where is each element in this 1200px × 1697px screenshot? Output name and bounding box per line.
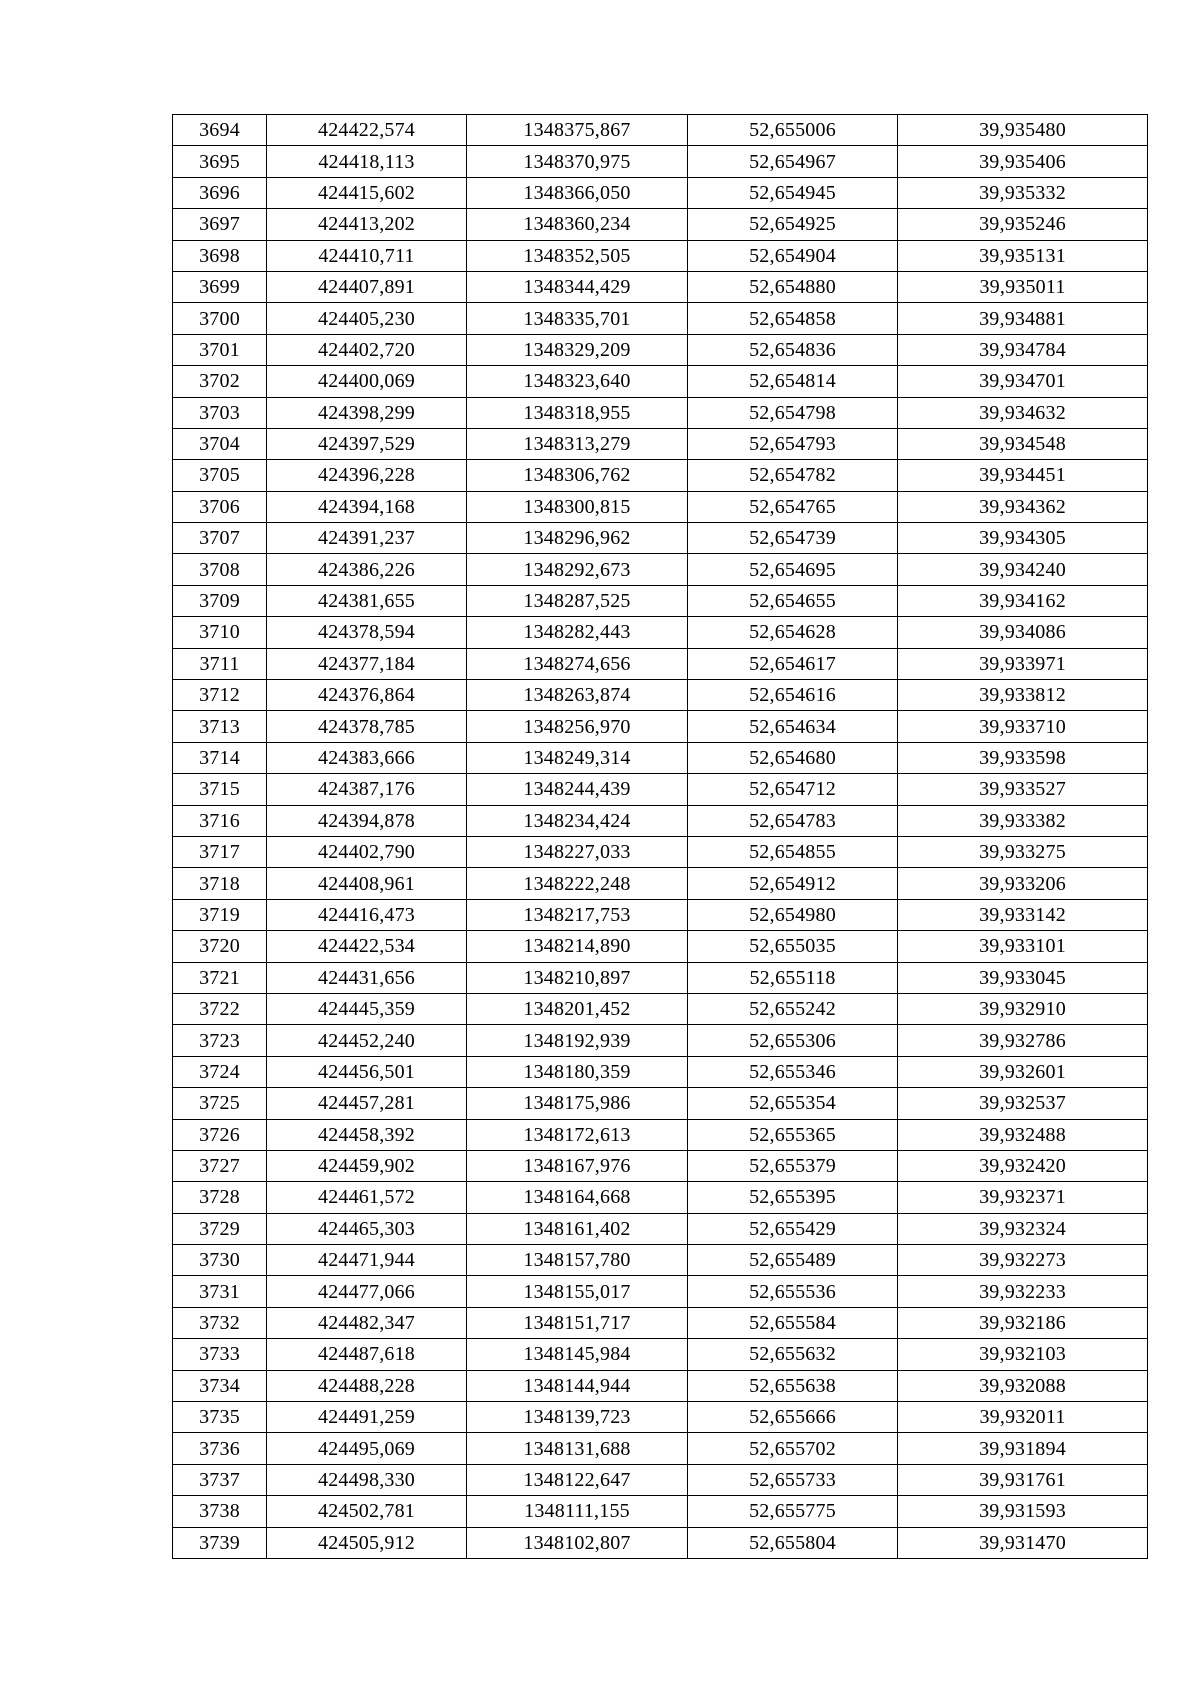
- longitude-cell: 39,933527: [898, 774, 1148, 805]
- point-number-cell: 3694: [173, 115, 267, 146]
- longitude-cell: 39,932233: [898, 1276, 1148, 1307]
- longitude-cell: 39,933206: [898, 868, 1148, 899]
- y-coordinate-cell: 1348161,402: [467, 1213, 688, 1244]
- point-number-cell: 3701: [173, 334, 267, 365]
- latitude-cell: 52,655118: [688, 962, 898, 993]
- latitude-cell: 52,654967: [688, 146, 898, 177]
- x-coordinate-cell: 424457,281: [267, 1088, 467, 1119]
- table-row: [173, 617, 1148, 648]
- y-coordinate-cell: 1348344,429: [467, 271, 688, 302]
- longitude-cell: 39,931593: [898, 1496, 1148, 1527]
- longitude-cell: 39,934305: [898, 523, 1148, 554]
- longitude-cell: 39,933382: [898, 805, 1148, 836]
- table-row: [173, 554, 1148, 585]
- point-number-cell: 3735: [173, 1402, 267, 1433]
- x-coordinate-cell: 424422,534: [267, 931, 467, 962]
- latitude-cell: 52,655632: [688, 1339, 898, 1370]
- longitude-cell: 39,932488: [898, 1119, 1148, 1150]
- point-number-cell: 3721: [173, 962, 267, 993]
- y-coordinate-cell: 1348296,962: [467, 523, 688, 554]
- latitude-cell: 52,655775: [688, 1496, 898, 1527]
- point-number-cell: 3719: [173, 899, 267, 930]
- x-coordinate-cell: 424413,202: [267, 209, 467, 240]
- y-coordinate-cell: 1348151,717: [467, 1307, 688, 1338]
- latitude-cell: 52,654858: [688, 303, 898, 334]
- x-coordinate-cell: 424495,069: [267, 1433, 467, 1464]
- table-row: [173, 271, 1148, 302]
- longitude-cell: 39,932371: [898, 1182, 1148, 1213]
- table-row: [173, 993, 1148, 1024]
- y-coordinate-cell: 1348366,050: [467, 177, 688, 208]
- longitude-cell: 39,932786: [898, 1025, 1148, 1056]
- longitude-cell: 39,933971: [898, 648, 1148, 679]
- x-coordinate-cell: 424405,230: [267, 303, 467, 334]
- latitude-cell: 52,655429: [688, 1213, 898, 1244]
- y-coordinate-cell: 1348175,986: [467, 1088, 688, 1119]
- latitude-cell: 52,654945: [688, 177, 898, 208]
- point-number-cell: 3715: [173, 774, 267, 805]
- table-row: [173, 1088, 1148, 1119]
- latitude-cell: 52,654836: [688, 334, 898, 365]
- latitude-cell: 52,655242: [688, 993, 898, 1024]
- y-coordinate-cell: 1348210,897: [467, 962, 688, 993]
- y-coordinate-cell: 1348214,890: [467, 931, 688, 962]
- table-row: [173, 711, 1148, 742]
- table-row: [173, 303, 1148, 334]
- longitude-cell: 39,932186: [898, 1307, 1148, 1338]
- latitude-cell: 52,654880: [688, 271, 898, 302]
- latitude-cell: 52,655365: [688, 1119, 898, 1150]
- x-coordinate-cell: 424502,781: [267, 1496, 467, 1527]
- table-row: [173, 1056, 1148, 1087]
- point-number-cell: 3729: [173, 1213, 267, 1244]
- table-row: [173, 1433, 1148, 1464]
- x-coordinate-cell: 424487,618: [267, 1339, 467, 1370]
- latitude-cell: 52,655006: [688, 115, 898, 146]
- point-number-cell: 3722: [173, 993, 267, 1024]
- x-coordinate-cell: 424408,961: [267, 868, 467, 899]
- table-row: [173, 742, 1148, 773]
- y-coordinate-cell: 1348292,673: [467, 554, 688, 585]
- table-row: [173, 774, 1148, 805]
- longitude-cell: 39,932103: [898, 1339, 1148, 1370]
- table-row: [173, 1213, 1148, 1244]
- y-coordinate-cell: 1348222,248: [467, 868, 688, 899]
- x-coordinate-cell: 424381,655: [267, 585, 467, 616]
- latitude-cell: 52,654616: [688, 680, 898, 711]
- x-coordinate-cell: 424461,572: [267, 1182, 467, 1213]
- x-coordinate-cell: 424377,184: [267, 648, 467, 679]
- x-coordinate-cell: 424402,720: [267, 334, 467, 365]
- longitude-cell: 39,932011: [898, 1402, 1148, 1433]
- y-coordinate-cell: 1348234,424: [467, 805, 688, 836]
- point-number-cell: 3710: [173, 617, 267, 648]
- table-row: [173, 428, 1148, 459]
- x-coordinate-cell: 424407,891: [267, 271, 467, 302]
- x-coordinate-cell: 424505,912: [267, 1527, 467, 1558]
- longitude-cell: 39,935246: [898, 209, 1148, 240]
- longitude-cell: 39,934362: [898, 491, 1148, 522]
- latitude-cell: 52,654783: [688, 805, 898, 836]
- latitude-cell: 52,655666: [688, 1402, 898, 1433]
- point-number-cell: 3706: [173, 491, 267, 522]
- y-coordinate-cell: 1348102,807: [467, 1527, 688, 1558]
- point-number-cell: 3727: [173, 1150, 267, 1181]
- x-coordinate-cell: 424378,785: [267, 711, 467, 742]
- x-coordinate-cell: 424376,864: [267, 680, 467, 711]
- longitude-cell: 39,934240: [898, 554, 1148, 585]
- longitude-cell: 39,935480: [898, 115, 1148, 146]
- y-coordinate-cell: 1348111,155: [467, 1496, 688, 1527]
- point-number-cell: 3733: [173, 1339, 267, 1370]
- y-coordinate-cell: 1348131,688: [467, 1433, 688, 1464]
- x-coordinate-cell: 424431,656: [267, 962, 467, 993]
- point-number-cell: 3730: [173, 1245, 267, 1276]
- x-coordinate-cell: 424482,347: [267, 1307, 467, 1338]
- y-coordinate-cell: 1348256,970: [467, 711, 688, 742]
- x-coordinate-cell: 424452,240: [267, 1025, 467, 1056]
- table-row: [173, 1527, 1148, 1558]
- y-coordinate-cell: 1348329,209: [467, 334, 688, 365]
- x-coordinate-cell: 424397,529: [267, 428, 467, 459]
- y-coordinate-cell: 1348227,033: [467, 836, 688, 867]
- x-coordinate-cell: 424465,303: [267, 1213, 467, 1244]
- latitude-cell: 52,655346: [688, 1056, 898, 1087]
- table-row: [173, 240, 1148, 271]
- y-coordinate-cell: 1348155,017: [467, 1276, 688, 1307]
- y-coordinate-cell: 1348360,234: [467, 209, 688, 240]
- point-number-cell: 3712: [173, 680, 267, 711]
- x-coordinate-cell: 424383,666: [267, 742, 467, 773]
- latitude-cell: 52,654739: [688, 523, 898, 554]
- longitude-cell: 39,933101: [898, 931, 1148, 962]
- y-coordinate-cell: 1348370,975: [467, 146, 688, 177]
- x-coordinate-cell: 424445,359: [267, 993, 467, 1024]
- table-row: [173, 491, 1148, 522]
- table-row: [173, 1119, 1148, 1150]
- point-number-cell: 3704: [173, 428, 267, 459]
- latitude-cell: 52,655638: [688, 1370, 898, 1401]
- latitude-cell: 52,654655: [688, 585, 898, 616]
- latitude-cell: 52,654912: [688, 868, 898, 899]
- y-coordinate-cell: 1348318,955: [467, 397, 688, 428]
- table-row: [173, 397, 1148, 428]
- longitude-cell: 39,931894: [898, 1433, 1148, 1464]
- x-coordinate-cell: 424458,392: [267, 1119, 467, 1150]
- table-row: [173, 1402, 1148, 1433]
- table-row: [173, 1276, 1148, 1307]
- latitude-cell: 52,655804: [688, 1527, 898, 1558]
- longitude-cell: 39,934548: [898, 428, 1148, 459]
- point-number-cell: 3738: [173, 1496, 267, 1527]
- longitude-cell: 39,935131: [898, 240, 1148, 271]
- y-coordinate-cell: 1348145,984: [467, 1339, 688, 1370]
- point-number-cell: 3717: [173, 836, 267, 867]
- x-coordinate-cell: 424386,226: [267, 554, 467, 585]
- longitude-cell: 39,932273: [898, 1245, 1148, 1276]
- table-row: [173, 1496, 1148, 1527]
- point-number-cell: 3739: [173, 1527, 267, 1558]
- y-coordinate-cell: 1348335,701: [467, 303, 688, 334]
- x-coordinate-cell: 424400,069: [267, 366, 467, 397]
- y-coordinate-cell: 1348244,439: [467, 774, 688, 805]
- x-coordinate-cell: 424498,330: [267, 1464, 467, 1495]
- point-number-cell: 3705: [173, 460, 267, 491]
- point-number-cell: 3699: [173, 271, 267, 302]
- table-row: [173, 962, 1148, 993]
- point-number-cell: 3713: [173, 711, 267, 742]
- longitude-cell: 39,932420: [898, 1150, 1148, 1181]
- y-coordinate-cell: 1348306,762: [467, 460, 688, 491]
- latitude-cell: 52,654765: [688, 491, 898, 522]
- longitude-cell: 39,933275: [898, 836, 1148, 867]
- point-number-cell: 3702: [173, 366, 267, 397]
- longitude-cell: 39,934162: [898, 585, 1148, 616]
- longitude-cell: 39,933045: [898, 962, 1148, 993]
- point-number-cell: 3714: [173, 742, 267, 773]
- table-row: [173, 899, 1148, 930]
- longitude-cell: 39,934784: [898, 334, 1148, 365]
- y-coordinate-cell: 1348201,452: [467, 993, 688, 1024]
- point-number-cell: 3711: [173, 648, 267, 679]
- y-coordinate-cell: 1348249,314: [467, 742, 688, 773]
- x-coordinate-cell: 424477,066: [267, 1276, 467, 1307]
- table-row: [173, 1025, 1148, 1056]
- y-coordinate-cell: 1348164,668: [467, 1182, 688, 1213]
- table-row: [173, 1150, 1148, 1181]
- x-coordinate-cell: 424459,902: [267, 1150, 467, 1181]
- y-coordinate-cell: 1348167,976: [467, 1150, 688, 1181]
- latitude-cell: 52,654980: [688, 899, 898, 930]
- point-number-cell: 3718: [173, 868, 267, 899]
- point-number-cell: 3731: [173, 1276, 267, 1307]
- table-row: [173, 366, 1148, 397]
- table-row: [173, 1464, 1148, 1495]
- x-coordinate-cell: 424394,878: [267, 805, 467, 836]
- longitude-cell: 39,934632: [898, 397, 1148, 428]
- point-number-cell: 3724: [173, 1056, 267, 1087]
- y-coordinate-cell: 1348287,525: [467, 585, 688, 616]
- x-coordinate-cell: 424378,594: [267, 617, 467, 648]
- point-number-cell: 3734: [173, 1370, 267, 1401]
- latitude-cell: 52,655035: [688, 931, 898, 962]
- latitude-cell: 52,654617: [688, 648, 898, 679]
- table-row: [173, 1370, 1148, 1401]
- latitude-cell: 52,654695: [688, 554, 898, 585]
- table-row: [173, 1339, 1148, 1370]
- x-coordinate-cell: 424491,259: [267, 1402, 467, 1433]
- longitude-cell: 39,931761: [898, 1464, 1148, 1495]
- latitude-cell: 52,654798: [688, 397, 898, 428]
- y-coordinate-cell: 1348282,443: [467, 617, 688, 648]
- x-coordinate-cell: 424394,168: [267, 491, 467, 522]
- y-coordinate-cell: 1348274,656: [467, 648, 688, 679]
- latitude-cell: 52,654680: [688, 742, 898, 773]
- longitude-cell: 39,934086: [898, 617, 1148, 648]
- latitude-cell: 52,655702: [688, 1433, 898, 1464]
- x-coordinate-cell: 424398,299: [267, 397, 467, 428]
- latitude-cell: 52,654628: [688, 617, 898, 648]
- table-row: [173, 868, 1148, 899]
- y-coordinate-cell: 1348157,780: [467, 1245, 688, 1276]
- point-number-cell: 3725: [173, 1088, 267, 1119]
- longitude-cell: 39,934451: [898, 460, 1148, 491]
- table-row: [173, 460, 1148, 491]
- longitude-cell: 39,932910: [898, 993, 1148, 1024]
- longitude-cell: 39,933142: [898, 899, 1148, 930]
- table-row: [173, 648, 1148, 679]
- y-coordinate-cell: 1348375,867: [467, 115, 688, 146]
- point-number-cell: 3708: [173, 554, 267, 585]
- point-number-cell: 3732: [173, 1307, 267, 1338]
- y-coordinate-cell: 1348172,613: [467, 1119, 688, 1150]
- point-number-cell: 3695: [173, 146, 267, 177]
- longitude-cell: 39,934881: [898, 303, 1148, 334]
- table-row: [173, 523, 1148, 554]
- latitude-cell: 52,654782: [688, 460, 898, 491]
- table-row: [173, 836, 1148, 867]
- point-number-cell: 3723: [173, 1025, 267, 1056]
- table-row: [173, 177, 1148, 208]
- x-coordinate-cell: 424488,228: [267, 1370, 467, 1401]
- latitude-cell: 52,654855: [688, 836, 898, 867]
- point-number-cell: 3698: [173, 240, 267, 271]
- table-row: [173, 209, 1148, 240]
- table-row: [173, 680, 1148, 711]
- point-number-cell: 3726: [173, 1119, 267, 1150]
- latitude-cell: 52,655379: [688, 1150, 898, 1181]
- latitude-cell: 52,655354: [688, 1088, 898, 1119]
- point-number-cell: 3737: [173, 1464, 267, 1495]
- latitude-cell: 52,655584: [688, 1307, 898, 1338]
- x-coordinate-cell: 424422,574: [267, 115, 467, 146]
- longitude-cell: 39,933812: [898, 680, 1148, 711]
- x-coordinate-cell: 424391,237: [267, 523, 467, 554]
- x-coordinate-cell: 424396,228: [267, 460, 467, 491]
- y-coordinate-cell: 1348217,753: [467, 899, 688, 930]
- table-row: [173, 1307, 1148, 1338]
- table-row: [173, 146, 1148, 177]
- y-coordinate-cell: 1348263,874: [467, 680, 688, 711]
- y-coordinate-cell: 1348192,939: [467, 1025, 688, 1056]
- point-number-cell: 3700: [173, 303, 267, 334]
- x-coordinate-cell: 424416,473: [267, 899, 467, 930]
- x-coordinate-cell: 424471,944: [267, 1245, 467, 1276]
- latitude-cell: 52,654904: [688, 240, 898, 271]
- y-coordinate-cell: 1348313,279: [467, 428, 688, 459]
- coordinates-table: [172, 114, 1148, 1559]
- x-coordinate-cell: 424387,176: [267, 774, 467, 805]
- longitude-cell: 39,931470: [898, 1527, 1148, 1558]
- latitude-cell: 52,654814: [688, 366, 898, 397]
- point-number-cell: 3697: [173, 209, 267, 240]
- table-row: [173, 805, 1148, 836]
- point-number-cell: 3736: [173, 1433, 267, 1464]
- latitude-cell: 52,654712: [688, 774, 898, 805]
- latitude-cell: 52,655536: [688, 1276, 898, 1307]
- y-coordinate-cell: 1348139,723: [467, 1402, 688, 1433]
- latitude-cell: 52,655395: [688, 1182, 898, 1213]
- y-coordinate-cell: 1348323,640: [467, 366, 688, 397]
- latitude-cell: 52,654793: [688, 428, 898, 459]
- point-number-cell: 3728: [173, 1182, 267, 1213]
- y-coordinate-cell: 1348144,944: [467, 1370, 688, 1401]
- table-row: [173, 1182, 1148, 1213]
- point-number-cell: 3703: [173, 397, 267, 428]
- y-coordinate-cell: 1348180,359: [467, 1056, 688, 1087]
- table-row: [173, 585, 1148, 616]
- latitude-cell: 52,655306: [688, 1025, 898, 1056]
- table-row: [173, 334, 1148, 365]
- table-row: [173, 1245, 1148, 1276]
- longitude-cell: 39,935011: [898, 271, 1148, 302]
- point-number-cell: 3716: [173, 805, 267, 836]
- point-number-cell: 3709: [173, 585, 267, 616]
- longitude-cell: 39,935406: [898, 146, 1148, 177]
- longitude-cell: 39,932324: [898, 1213, 1148, 1244]
- longitude-cell: 39,934701: [898, 366, 1148, 397]
- longitude-cell: 39,933710: [898, 711, 1148, 742]
- longitude-cell: 39,932537: [898, 1088, 1148, 1119]
- x-coordinate-cell: 424418,113: [267, 146, 467, 177]
- longitude-cell: 39,932601: [898, 1056, 1148, 1087]
- y-coordinate-cell: 1348122,647: [467, 1464, 688, 1495]
- longitude-cell: 39,932088: [898, 1370, 1148, 1401]
- x-coordinate-cell: 424415,602: [267, 177, 467, 208]
- latitude-cell: 52,655489: [688, 1245, 898, 1276]
- coordinates-table-body: [173, 115, 1148, 1559]
- latitude-cell: 52,654925: [688, 209, 898, 240]
- x-coordinate-cell: 424456,501: [267, 1056, 467, 1087]
- longitude-cell: 39,933598: [898, 742, 1148, 773]
- longitude-cell: 39,935332: [898, 177, 1148, 208]
- x-coordinate-cell: 424402,790: [267, 836, 467, 867]
- table-row: [173, 931, 1148, 962]
- point-number-cell: 3720: [173, 931, 267, 962]
- point-number-cell: 3707: [173, 523, 267, 554]
- latitude-cell: 52,654634: [688, 711, 898, 742]
- table-row: [173, 115, 1148, 146]
- latitude-cell: 52,655733: [688, 1464, 898, 1495]
- point-number-cell: 3696: [173, 177, 267, 208]
- x-coordinate-cell: 424410,711: [267, 240, 467, 271]
- y-coordinate-cell: 1348300,815: [467, 491, 688, 522]
- y-coordinate-cell: 1348352,505: [467, 240, 688, 271]
